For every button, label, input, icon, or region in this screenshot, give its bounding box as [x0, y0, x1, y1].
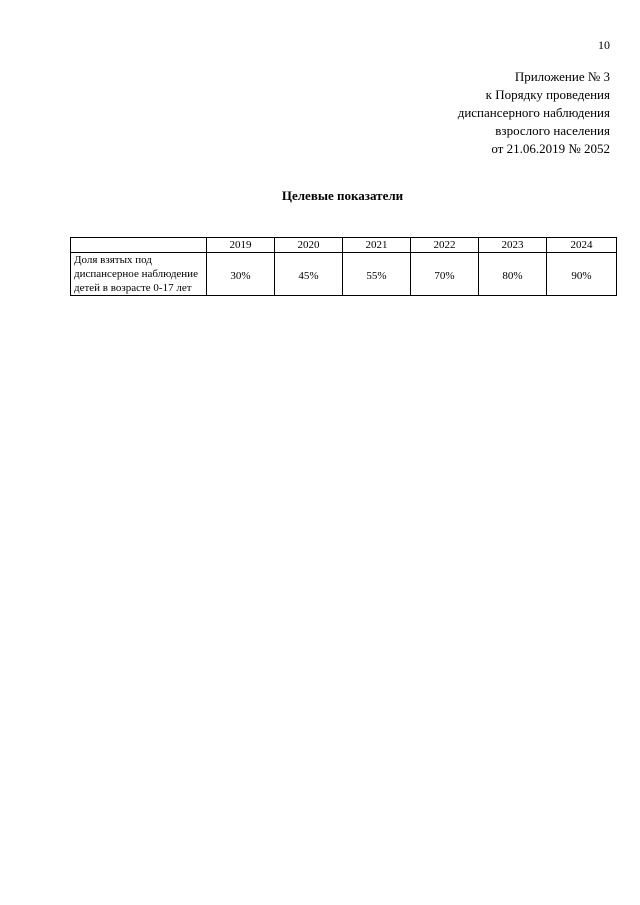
value-cell: 55% — [343, 253, 411, 296]
appendix-line: диспансерного наблюдения — [457, 105, 610, 120]
document-title: Целевые показатели — [281, 188, 404, 203]
value-cell: 90% — [547, 253, 617, 296]
header-year-cell: 2020 — [275, 238, 343, 253]
page-number: 10 — [598, 38, 610, 52]
targets-table — [70, 237, 617, 296]
appendix-line: Приложение № 3 — [514, 69, 610, 84]
appendix-block — [290, 68, 610, 158]
header-year-cell: 2019 — [207, 238, 275, 253]
header-year-cell: 2021 — [343, 238, 411, 253]
table-row — [71, 253, 617, 296]
value-cell: 30% — [207, 253, 275, 296]
header-year-cell: 2023 — [479, 238, 547, 253]
header-year-cell: 2022 — [411, 238, 479, 253]
appendix-line: от 21.06.2019 № 2052 — [491, 141, 610, 156]
value-cell: 45% — [275, 253, 343, 296]
table-header-row — [71, 238, 617, 253]
value-cell: 80% — [479, 253, 547, 296]
appendix-line: взрослого населения — [495, 123, 610, 138]
appendix-line: к Порядку проведения — [485, 87, 610, 102]
header-year-cell: 2024 — [547, 238, 617, 253]
value-cell: 70% — [411, 253, 479, 296]
header-empty-cell — [71, 238, 207, 253]
row-label-cell: Доля взятых под диспансерное наблюдение детей в возрасте 0-17 лет — [71, 253, 207, 296]
